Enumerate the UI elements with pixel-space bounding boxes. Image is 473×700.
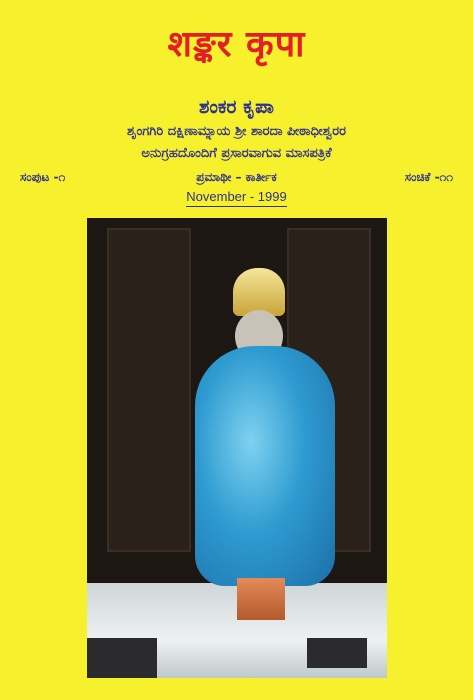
issue-label: ಸಂಚಿಕೆ -೧೧ [404,170,453,184]
door-panel-left [107,228,191,552]
kannada-title: ಶಂಕರ ಕೃಪಾ [199,96,274,118]
figure-lower-garment [237,578,285,620]
subtitle-line-2: ಅನುಗ್ರಹದೊಂದಿಗೆ ಪ್ರಸಾರವಾಗುವ ಮಾಸಪತ್ರಿಕೆ [141,146,332,161]
year-month-label: ಪ್ರಮಾಥೀ – ಕಾರ್ತೀಕ [196,170,277,184]
cover-photo [87,218,387,678]
figure-robe [195,346,335,586]
figure-crown [233,268,285,316]
floor-tile [87,638,157,678]
floor-tile [307,638,367,668]
devanagari-title: शङ्कर कृपा [167,24,306,65]
date-label: November - 1999 [186,189,286,207]
subtitle-line-1: ಶೃಂಗಗಿರಿ ದಕ್ಷಿಣಾಮ್ನಾಯ ಶ್ರೀ ಶಾರದಾ ಪೀಠಾಧೀಶ್ವರರ [127,124,346,139]
volume-label: ಸಂಪುಟ -೧ [20,170,66,184]
date-line [0,189,473,204]
